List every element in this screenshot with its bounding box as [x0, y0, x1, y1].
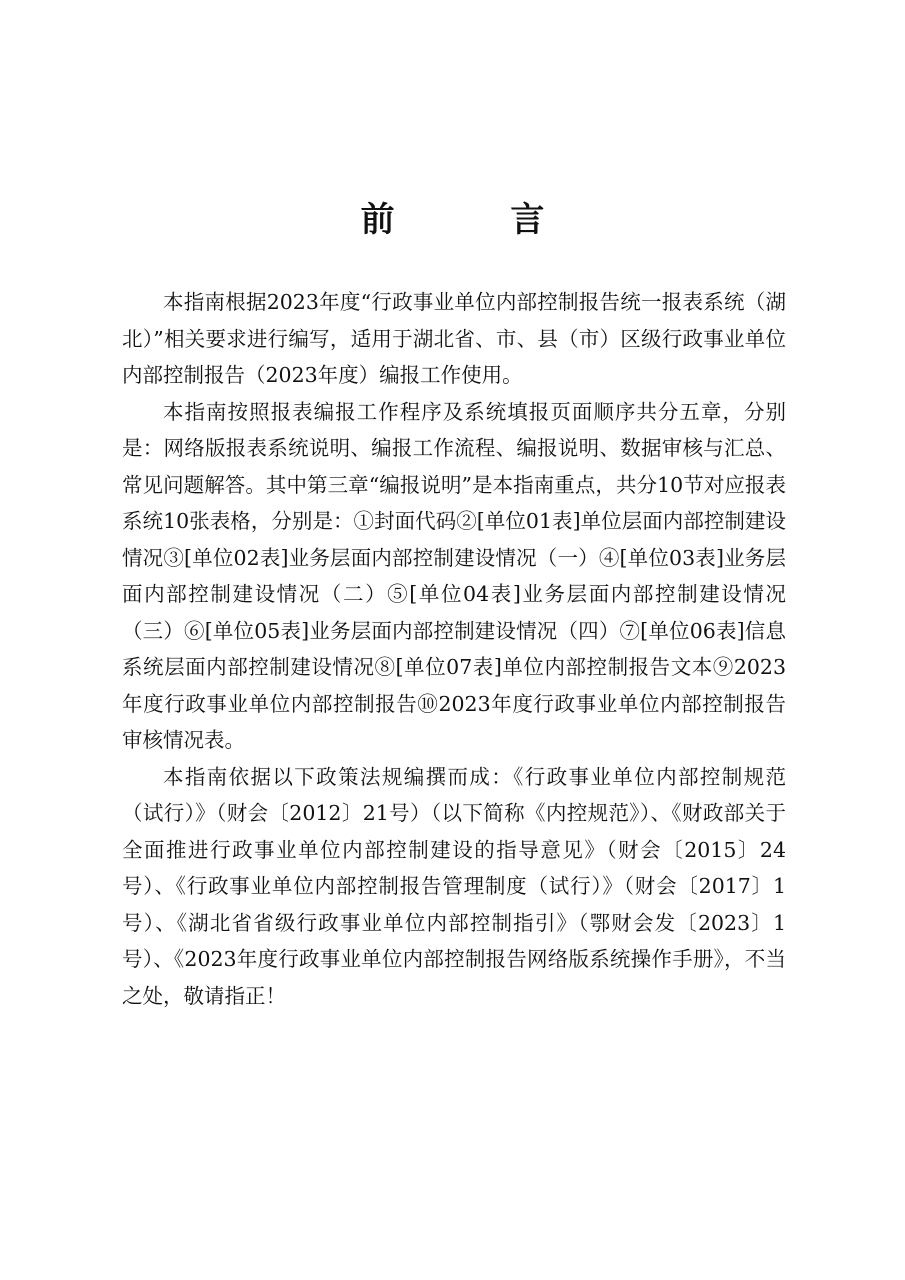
paragraph-structure: 本指南按照报表编报工作程序及系统填报页面顺序共分五章，分别是：网络版报表系统说明、编报工作流程、编报说明、数据审核与汇总、常见问题解答。其中第三章“编报说明”是本指南重点，共分10节对应报表系统10张表格，分别是：①封面代码②[单位01表]单位层面内部控制建设情况③[单位02表]业务层面内部控制建设情况（一）④[单位03表]业务层面内部控制建设情况（二）⑤[单位04表]业务层面内部控制建设情况（三）⑥[单位05表]业务层面内部控制建设情况（四）⑦[单位06表]信息系统层面内部控制建设情况⑧[单位07表]单位内部控制报告文本⑨2023年度行政事业单位内部控制报告⑩2023年度行政事业单位内部控制报告审核情况表。 [122, 399, 786, 752]
page-title: 前 言 [360, 200, 597, 240]
paragraph-policy-basis: 本指南依据以下政策法规编撰而成：《行政事业单位内部控制规范（试行）》（财会〔2012〕21号）（以下简称《内控规范》）、《财政部关于全面推进行政事业单位内部控制建设的指导意见》（财会〔2015〕24号）、《行政事业单位内部控制报告管理制度（试行）》（财会〔2017〕1号）、《湖北省省级行政事业单位内部控制指引》（鄂财会发〔2023〕1号）、《2023年度行政事业单位内部控制报告网络版系统操作手册》，不当之处，敬请指正！ [122, 764, 786, 1008]
preface-body [122, 284, 786, 1014]
paragraph-purpose: 本指南根据2023年度“行政事业单位内部控制报告统一报表系统（湖北）”相关要求进行编写，适用于湖北省、市、县（市）区级行政事业单位内部控制报告（2023年度）编报工作使用。 [122, 290, 786, 387]
